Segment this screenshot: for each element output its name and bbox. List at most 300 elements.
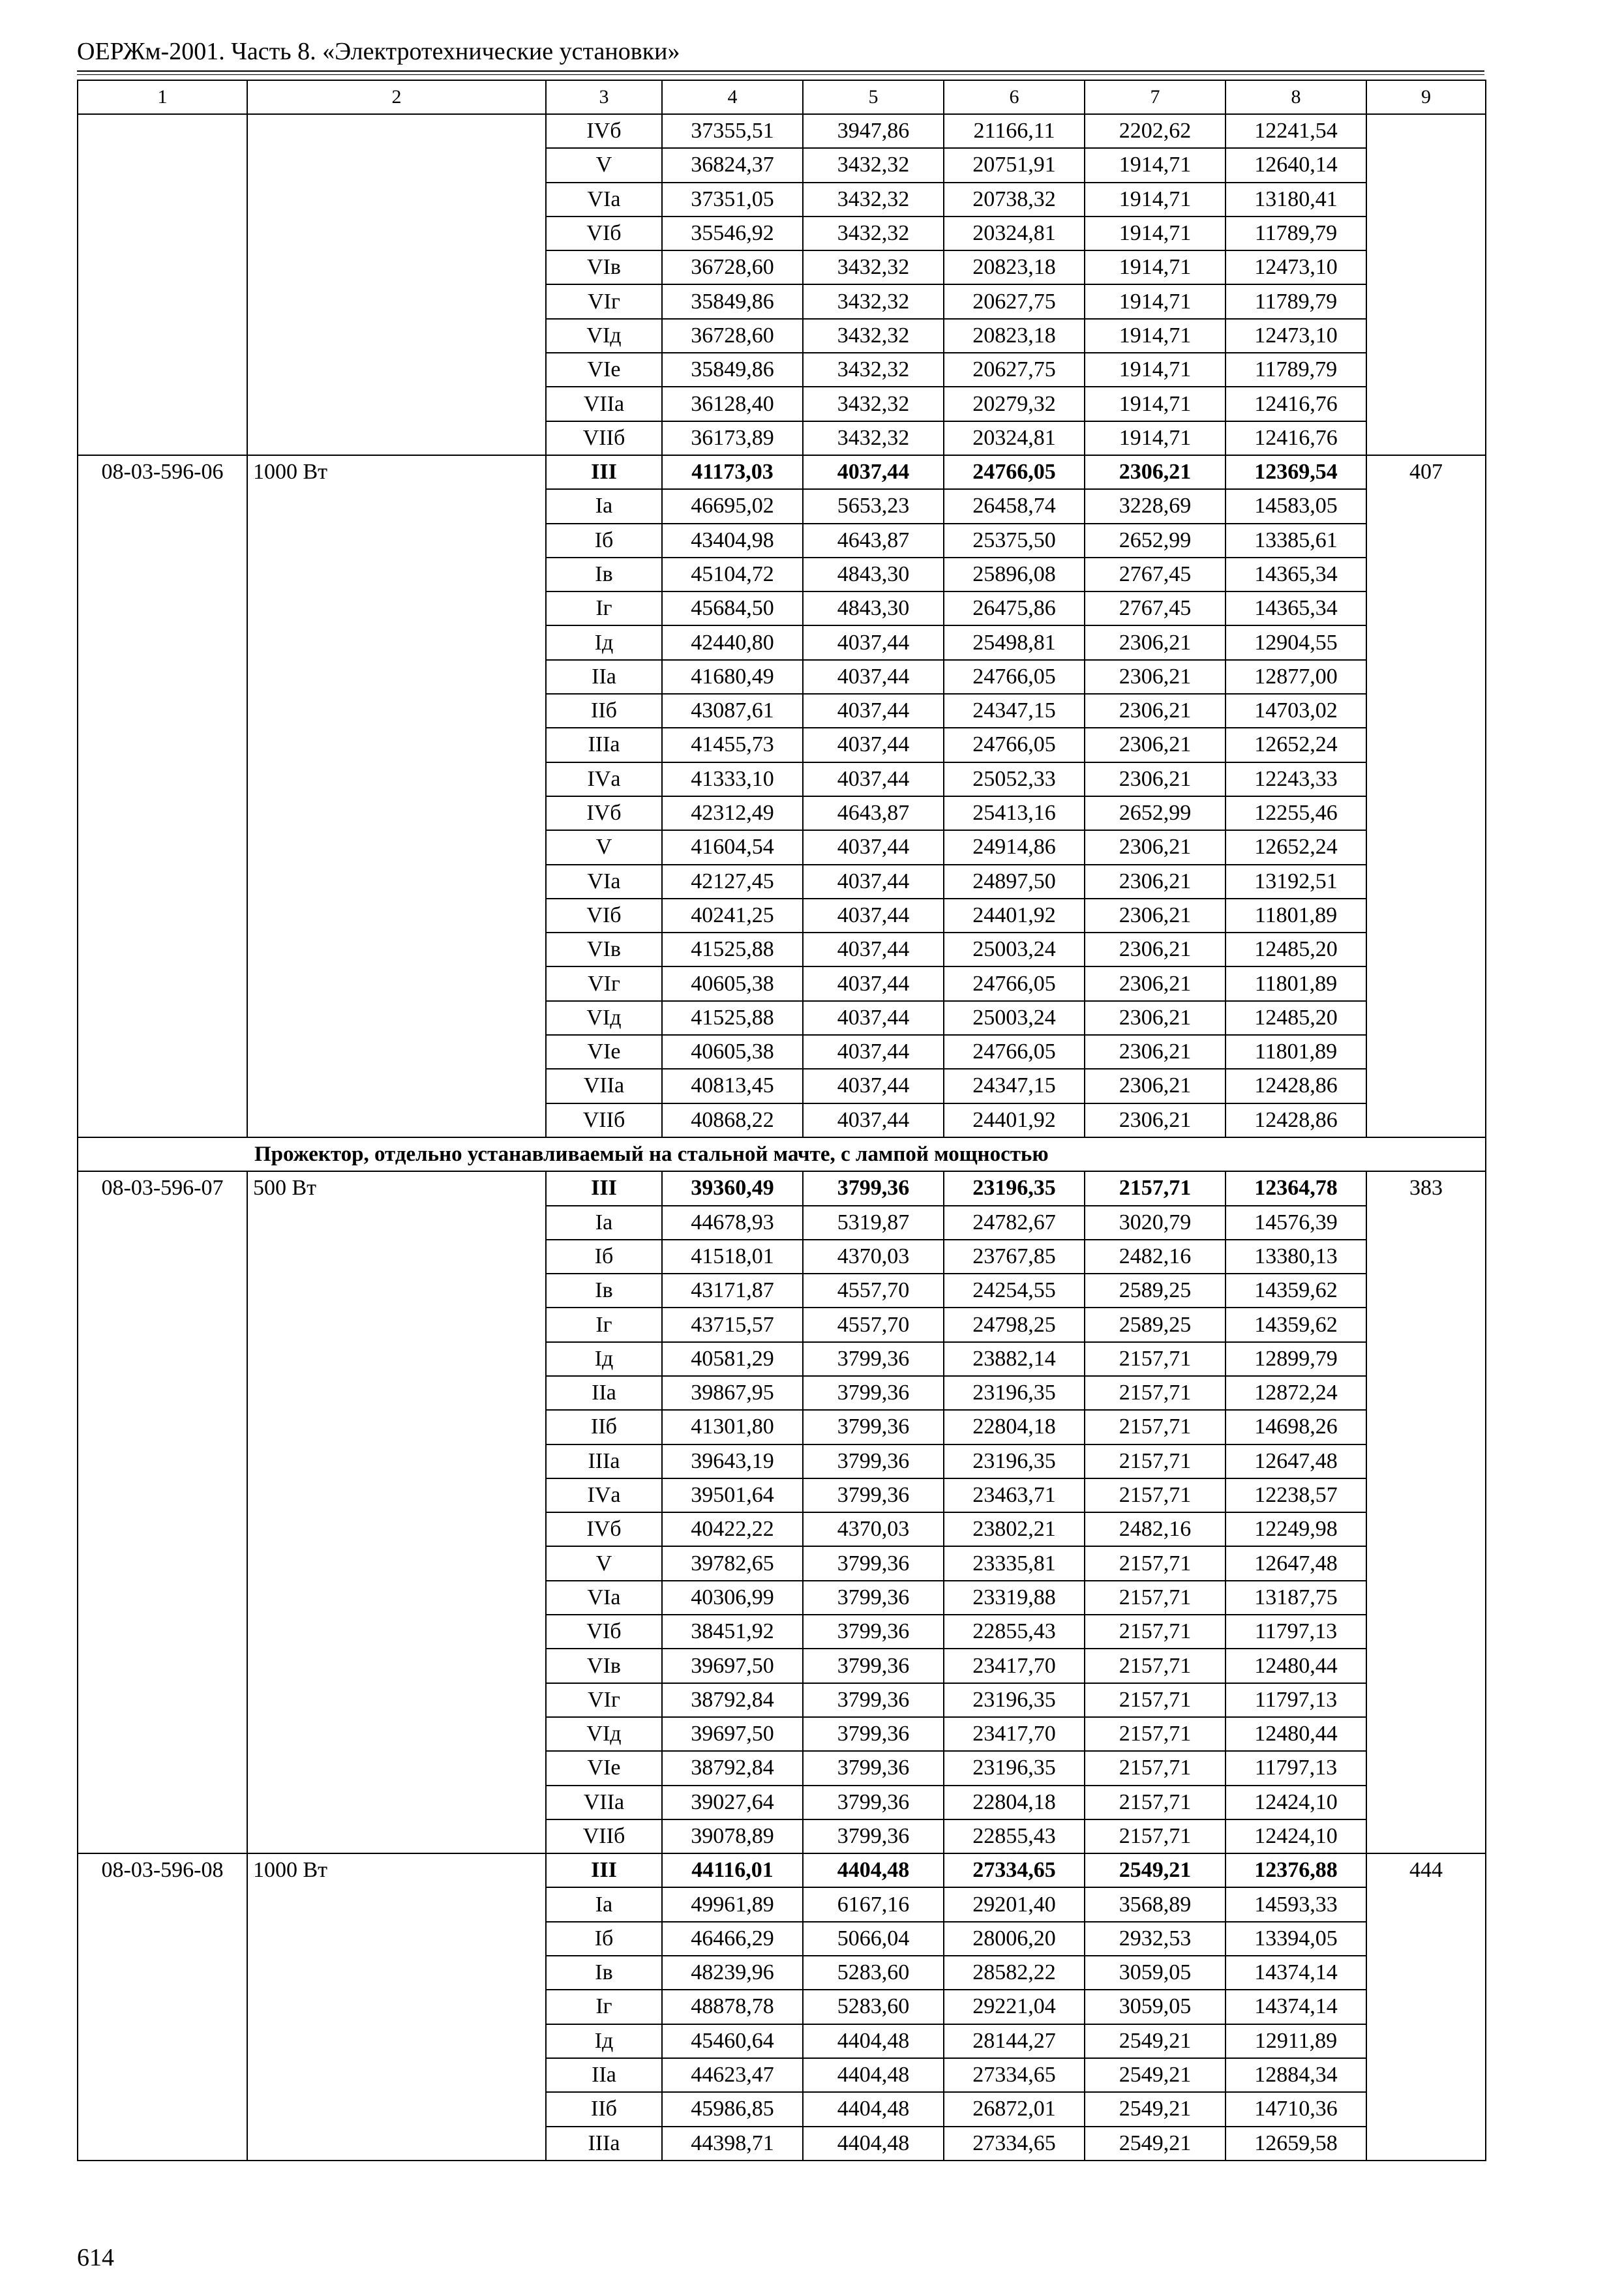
zone-cell: Iб: [546, 524, 662, 558]
value-cell: 2157,71: [1085, 1683, 1226, 1717]
value-cell: 29201,40: [944, 1887, 1085, 1921]
value-cell: 1914,71: [1085, 284, 1226, 318]
zone-cell: V: [546, 148, 662, 182]
value-cell: 1914,71: [1085, 421, 1226, 455]
header-rule-thin: [77, 74, 1484, 75]
value-cell: 22804,18: [944, 1786, 1085, 1819]
value-cell: 2157,71: [1085, 1478, 1226, 1512]
value-cell: 12428,86: [1226, 1103, 1366, 1137]
value-cell: 4037,44: [803, 1035, 944, 1069]
value-cell: 41525,88: [662, 933, 803, 966]
value-cell: 3432,32: [803, 353, 944, 387]
value-cell: 1914,71: [1085, 353, 1226, 387]
value-cell: 39697,50: [662, 1717, 803, 1751]
page-number: 614: [77, 2244, 114, 2271]
value-cell: 2306,21: [1085, 1103, 1226, 1137]
zone-cell: III: [546, 1853, 662, 1887]
value-cell: 20738,32: [944, 183, 1085, 217]
value-cell: 3228,69: [1085, 489, 1226, 523]
value-cell: 44623,47: [662, 2058, 803, 2092]
value-cell: 42312,49: [662, 796, 803, 830]
value-cell: 23417,70: [944, 1649, 1085, 1683]
value-cell: 27334,65: [944, 2058, 1085, 2092]
value-cell: 44116,01: [662, 1853, 803, 1887]
price-table: [77, 80, 1486, 2161]
value-cell: 3799,36: [803, 1444, 944, 1478]
value-cell: 3059,05: [1085, 1990, 1226, 2024]
value-cell: 39697,50: [662, 1649, 803, 1683]
value-cell: 12647,48: [1226, 1444, 1366, 1478]
value-cell: 3799,36: [803, 1546, 944, 1580]
value-cell: 11801,89: [1226, 899, 1366, 933]
column-9-cell: 444: [1366, 1853, 1486, 2161]
value-cell: 3799,36: [803, 1649, 944, 1683]
zone-cell: V: [546, 1546, 662, 1580]
value-cell: 44398,71: [662, 2127, 803, 2161]
value-cell: 25003,24: [944, 933, 1085, 966]
zone-cell: Iб: [546, 1240, 662, 1274]
value-cell: 12485,20: [1226, 933, 1366, 966]
value-cell: 3799,36: [803, 1410, 944, 1444]
value-cell: 25896,08: [944, 558, 1085, 591]
value-cell: 12249,98: [1226, 1512, 1366, 1546]
value-cell: 24347,15: [944, 694, 1085, 728]
value-cell: 41333,10: [662, 762, 803, 796]
value-cell: 2157,71: [1085, 1171, 1226, 1205]
zone-cell: VIе: [546, 1751, 662, 1785]
value-cell: 3799,36: [803, 1717, 944, 1751]
page-header-title: ОЕРЖм-2001. Часть 8. «Электротехнические установки»: [77, 38, 680, 65]
zone-cell: VIб: [546, 1615, 662, 1649]
value-cell: 2157,71: [1085, 1819, 1226, 1853]
value-cell: 12473,10: [1226, 319, 1366, 353]
value-cell: 12424,10: [1226, 1786, 1366, 1819]
value-cell: 24766,05: [944, 660, 1085, 694]
zone-cell: VIг: [546, 1683, 662, 1717]
value-cell: 38451,92: [662, 1615, 803, 1649]
value-cell: 2652,99: [1085, 796, 1226, 830]
value-cell: 3799,36: [803, 1342, 944, 1376]
value-cell: 4037,44: [803, 762, 944, 796]
value-cell: 14374,14: [1226, 1990, 1366, 2024]
value-cell: 46695,02: [662, 489, 803, 523]
column-9-cell: 383: [1366, 1171, 1486, 1853]
value-cell: 43715,57: [662, 1308, 803, 1341]
value-cell: 11801,89: [1226, 1035, 1366, 1069]
value-cell: 22804,18: [944, 1410, 1085, 1444]
zone-cell: IIб: [546, 1410, 662, 1444]
zone-cell: IIа: [546, 2058, 662, 2092]
position-name: 1000 Вт: [247, 1853, 546, 2161]
value-cell: 26458,74: [944, 489, 1085, 523]
value-cell: 24401,92: [944, 1103, 1085, 1137]
position-code: 08-03-596-08: [78, 1853, 247, 2161]
value-cell: 22855,43: [944, 1819, 1085, 1853]
value-cell: 3432,32: [803, 217, 944, 250]
value-cell: 13192,51: [1226, 865, 1366, 899]
value-cell: 36128,40: [662, 387, 803, 421]
zone-cell: VIIб: [546, 421, 662, 455]
value-cell: 13394,05: [1226, 1922, 1366, 1956]
value-cell: 2306,21: [1085, 455, 1226, 489]
value-cell: 3799,36: [803, 1751, 944, 1785]
value-cell: 23196,35: [944, 1376, 1085, 1410]
value-cell: 14374,14: [1226, 1956, 1366, 1990]
zone-cell: Iа: [546, 1887, 662, 1921]
value-cell: 12899,79: [1226, 1342, 1366, 1376]
value-cell: 48239,96: [662, 1956, 803, 1990]
zone-cell: VIв: [546, 933, 662, 966]
column-header: 4: [662, 80, 803, 114]
value-cell: 23196,35: [944, 1683, 1085, 1717]
value-cell: 13380,13: [1226, 1240, 1366, 1274]
value-cell: 5283,60: [803, 1990, 944, 2024]
value-cell: 12238,57: [1226, 1478, 1366, 1512]
zone-cell: VIIа: [546, 1786, 662, 1819]
table-row: [78, 1853, 1486, 1887]
value-cell: 24766,05: [944, 1035, 1085, 1069]
zone-cell: VIIб: [546, 1819, 662, 1853]
zone-cell: Iг: [546, 1308, 662, 1341]
value-cell: 2767,45: [1085, 558, 1226, 591]
value-cell: 2157,71: [1085, 1444, 1226, 1478]
value-cell: 43087,61: [662, 694, 803, 728]
value-cell: 12369,54: [1226, 455, 1366, 489]
value-cell: 40241,25: [662, 899, 803, 933]
zone-cell: VIв: [546, 250, 662, 284]
value-cell: 2157,71: [1085, 1615, 1226, 1649]
value-cell: 12640,14: [1226, 148, 1366, 182]
value-cell: 4404,48: [803, 2024, 944, 2058]
value-cell: 25413,16: [944, 796, 1085, 830]
value-cell: 43171,87: [662, 1274, 803, 1308]
zone-cell: IVб: [546, 1512, 662, 1546]
value-cell: 24401,92: [944, 899, 1085, 933]
value-cell: 4404,48: [803, 2058, 944, 2092]
value-cell: 45104,72: [662, 558, 803, 591]
zone-cell: VIг: [546, 966, 662, 1000]
value-cell: 14593,33: [1226, 1887, 1366, 1921]
value-cell: 20279,32: [944, 387, 1085, 421]
zone-cell: IIIа: [546, 2127, 662, 2161]
value-cell: 41604,54: [662, 830, 803, 864]
value-cell: 45684,50: [662, 591, 803, 625]
value-cell: 2482,16: [1085, 1240, 1226, 1274]
value-cell: 40813,45: [662, 1069, 803, 1103]
value-cell: 13180,41: [1226, 183, 1366, 217]
value-cell: 4037,44: [803, 933, 944, 966]
value-cell: 25003,24: [944, 1001, 1085, 1035]
zone-cell: VIIа: [546, 1069, 662, 1103]
zone-cell: IIа: [546, 660, 662, 694]
value-cell: 21166,11: [944, 114, 1085, 148]
value-cell: 4370,03: [803, 1512, 944, 1546]
value-cell: 3432,32: [803, 319, 944, 353]
zone-cell: Iг: [546, 591, 662, 625]
value-cell: 24766,05: [944, 966, 1085, 1000]
zone-cell: VIа: [546, 865, 662, 899]
value-cell: 3799,36: [803, 1376, 944, 1410]
value-cell: 41301,80: [662, 1410, 803, 1444]
value-cell: 4404,48: [803, 2092, 944, 2126]
value-cell: 3432,32: [803, 284, 944, 318]
value-cell: 2306,21: [1085, 1001, 1226, 1035]
zone-cell: IIб: [546, 694, 662, 728]
value-cell: 38792,84: [662, 1683, 803, 1717]
value-cell: 41518,01: [662, 1240, 803, 1274]
zone-cell: IIб: [546, 2092, 662, 2126]
value-cell: 14365,34: [1226, 591, 1366, 625]
value-cell: 45986,85: [662, 2092, 803, 2126]
value-cell: 4037,44: [803, 625, 944, 659]
zone-cell: Iб: [546, 1922, 662, 1956]
value-cell: 43404,98: [662, 524, 803, 558]
value-cell: 4843,30: [803, 591, 944, 625]
value-cell: 37355,51: [662, 114, 803, 148]
value-cell: 41680,49: [662, 660, 803, 694]
value-cell: 3799,36: [803, 1478, 944, 1512]
zone-cell: Iд: [546, 625, 662, 659]
value-cell: 20324,81: [944, 217, 1085, 250]
value-cell: 4404,48: [803, 1853, 944, 1887]
value-cell: 39782,65: [662, 1546, 803, 1580]
value-cell: 4037,44: [803, 660, 944, 694]
value-cell: 12647,48: [1226, 1546, 1366, 1580]
value-cell: 13187,75: [1226, 1581, 1366, 1615]
zone-cell: Iв: [546, 1274, 662, 1308]
value-cell: 2157,71: [1085, 1717, 1226, 1751]
value-cell: 4843,30: [803, 558, 944, 591]
zone-cell: III: [546, 455, 662, 489]
value-cell: 14710,36: [1226, 2092, 1366, 2126]
zone-cell: IVа: [546, 762, 662, 796]
value-cell: 12480,44: [1226, 1717, 1366, 1751]
value-cell: 26475,86: [944, 591, 1085, 625]
value-cell: 12241,54: [1226, 114, 1366, 148]
zone-cell: VIг: [546, 284, 662, 318]
value-cell: 12872,24: [1226, 1376, 1366, 1410]
value-cell: 23319,88: [944, 1581, 1085, 1615]
value-cell: 2157,71: [1085, 1581, 1226, 1615]
column-header: 5: [803, 80, 944, 114]
zone-cell: IIIа: [546, 1444, 662, 1478]
value-cell: 40306,99: [662, 1581, 803, 1615]
zone-cell: IIа: [546, 1376, 662, 1410]
value-cell: 2549,21: [1085, 2092, 1226, 2126]
value-cell: 23463,71: [944, 1478, 1085, 1512]
value-cell: 2549,21: [1085, 2058, 1226, 2092]
value-cell: 40605,38: [662, 1035, 803, 1069]
value-cell: 24782,67: [944, 1206, 1085, 1240]
zone-cell: VIб: [546, 899, 662, 933]
zone-cell: VIд: [546, 1717, 662, 1751]
value-cell: 2549,21: [1085, 2127, 1226, 2161]
column-header: 7: [1085, 80, 1226, 114]
value-cell: 35849,86: [662, 353, 803, 387]
value-cell: 14359,62: [1226, 1308, 1366, 1341]
value-cell: 14359,62: [1226, 1274, 1366, 1308]
value-cell: 2549,21: [1085, 1853, 1226, 1887]
table-row: [78, 1171, 1486, 1205]
value-cell: 4037,44: [803, 966, 944, 1000]
value-cell: 38792,84: [662, 1751, 803, 1785]
value-cell: 25498,81: [944, 625, 1085, 659]
value-cell: 3432,32: [803, 183, 944, 217]
value-cell: 4037,44: [803, 1001, 944, 1035]
value-cell: 12255,46: [1226, 796, 1366, 830]
value-cell: 3432,32: [803, 387, 944, 421]
value-cell: 4643,87: [803, 796, 944, 830]
value-cell: 42440,80: [662, 625, 803, 659]
value-cell: 28006,20: [944, 1922, 1085, 1956]
value-cell: 4370,03: [803, 1240, 944, 1274]
value-cell: 25052,33: [944, 762, 1085, 796]
value-cell: 2157,71: [1085, 1376, 1226, 1410]
value-cell: 14583,05: [1226, 489, 1366, 523]
value-cell: 23196,35: [944, 1751, 1085, 1785]
value-cell: 14698,26: [1226, 1410, 1366, 1444]
value-cell: 2589,25: [1085, 1274, 1226, 1308]
value-cell: 14703,02: [1226, 694, 1366, 728]
value-cell: 20627,75: [944, 284, 1085, 318]
zone-cell: Iг: [546, 1990, 662, 2024]
value-cell: 2306,21: [1085, 728, 1226, 762]
value-cell: 39360,49: [662, 1171, 803, 1205]
value-cell: 41173,03: [662, 455, 803, 489]
value-cell: 24347,15: [944, 1069, 1085, 1103]
value-cell: 2306,21: [1085, 762, 1226, 796]
value-cell: 14576,39: [1226, 1206, 1366, 1240]
value-cell: 3799,36: [803, 1615, 944, 1649]
table-body: [78, 80, 1486, 2161]
value-cell: 12424,10: [1226, 1819, 1366, 1853]
value-cell: 2157,71: [1085, 1342, 1226, 1376]
value-cell: 23882,14: [944, 1342, 1085, 1376]
value-cell: 2767,45: [1085, 591, 1226, 625]
zone-cell: Iа: [546, 1206, 662, 1240]
value-cell: 1914,71: [1085, 319, 1226, 353]
value-cell: 4037,44: [803, 1069, 944, 1103]
value-cell: 5653,23: [803, 489, 944, 523]
value-cell: 2306,21: [1085, 899, 1226, 933]
value-cell: 20823,18: [944, 319, 1085, 353]
value-cell: 22855,43: [944, 1615, 1085, 1649]
value-cell: 12877,00: [1226, 660, 1366, 694]
zone-cell: V: [546, 830, 662, 864]
value-cell: 11789,79: [1226, 353, 1366, 387]
zone-cell: Iв: [546, 558, 662, 591]
value-cell: 4037,44: [803, 899, 944, 933]
value-cell: 40581,29: [662, 1342, 803, 1376]
column-header: 9: [1366, 80, 1486, 114]
value-cell: 2157,71: [1085, 1751, 1226, 1785]
value-cell: 4037,44: [803, 694, 944, 728]
value-cell: 3799,36: [803, 1683, 944, 1717]
value-cell: 11797,13: [1226, 1751, 1366, 1785]
value-cell: 2202,62: [1085, 114, 1226, 148]
zone-cell: Iд: [546, 1342, 662, 1376]
zone-cell: Iв: [546, 1956, 662, 1990]
value-cell: 20324,81: [944, 421, 1085, 455]
value-cell: 11797,13: [1226, 1683, 1366, 1717]
zone-cell: Iа: [546, 489, 662, 523]
zone-cell: VIа: [546, 1581, 662, 1615]
value-cell: 20751,91: [944, 148, 1085, 182]
value-cell: 23767,85: [944, 1240, 1085, 1274]
zone-cell: VIа: [546, 183, 662, 217]
zone-cell: VIд: [546, 319, 662, 353]
zone-cell: VIе: [546, 353, 662, 387]
value-cell: 3020,79: [1085, 1206, 1226, 1240]
value-cell: 2306,21: [1085, 660, 1226, 694]
value-cell: 48878,78: [662, 1990, 803, 2024]
value-cell: 4643,87: [803, 524, 944, 558]
value-cell: 23802,21: [944, 1512, 1085, 1546]
position-name: 500 Вт: [247, 1171, 546, 1853]
value-cell: 2482,16: [1085, 1512, 1226, 1546]
value-cell: 12364,78: [1226, 1171, 1366, 1205]
value-cell: 24766,05: [944, 728, 1085, 762]
column-9-cell: 407: [1366, 455, 1486, 1137]
value-cell: 4037,44: [803, 455, 944, 489]
zone-cell: IVа: [546, 1478, 662, 1512]
value-cell: 12652,24: [1226, 830, 1366, 864]
value-cell: 12659,58: [1226, 2127, 1366, 2161]
value-cell: 3947,86: [803, 114, 944, 148]
value-cell: 39643,19: [662, 1444, 803, 1478]
value-cell: 41525,88: [662, 1001, 803, 1035]
zone-cell: VIд: [546, 1001, 662, 1035]
value-cell: 42127,45: [662, 865, 803, 899]
value-cell: 2306,21: [1085, 830, 1226, 864]
value-cell: 24798,25: [944, 1308, 1085, 1341]
value-cell: 2157,71: [1085, 1546, 1226, 1580]
value-cell: 37351,05: [662, 183, 803, 217]
value-cell: 1914,71: [1085, 217, 1226, 250]
value-cell: 2306,21: [1085, 865, 1226, 899]
position-code: 08-03-596-07: [78, 1171, 247, 1853]
value-cell: 2306,21: [1085, 966, 1226, 1000]
value-cell: 44678,93: [662, 1206, 803, 1240]
value-cell: 2306,21: [1085, 1035, 1226, 1069]
value-cell: 12904,55: [1226, 625, 1366, 659]
value-cell: 3432,32: [803, 250, 944, 284]
value-cell: 12473,10: [1226, 250, 1366, 284]
position-name: 1000 Вт: [247, 455, 546, 1137]
value-cell: 45460,64: [662, 2024, 803, 2058]
value-cell: 12884,34: [1226, 2058, 1366, 2092]
column-header: 8: [1226, 80, 1366, 114]
value-cell: 1914,71: [1085, 148, 1226, 182]
value-cell: 24254,55: [944, 1274, 1085, 1308]
zone-cell: IIIа: [546, 728, 662, 762]
value-cell: 28144,27: [944, 2024, 1085, 2058]
value-cell: 14365,34: [1226, 558, 1366, 591]
value-cell: 39078,89: [662, 1819, 803, 1853]
value-cell: 49961,89: [662, 1887, 803, 1921]
position-name: [247, 114, 546, 455]
value-cell: 24897,50: [944, 865, 1085, 899]
value-cell: 5319,87: [803, 1206, 944, 1240]
value-cell: 28582,22: [944, 1956, 1085, 1990]
value-cell: 35546,92: [662, 217, 803, 250]
value-cell: 39027,64: [662, 1786, 803, 1819]
value-cell: 40605,38: [662, 966, 803, 1000]
value-cell: 4557,70: [803, 1308, 944, 1341]
value-cell: 36728,60: [662, 319, 803, 353]
value-cell: 12416,76: [1226, 387, 1366, 421]
value-cell: 12652,24: [1226, 728, 1366, 762]
